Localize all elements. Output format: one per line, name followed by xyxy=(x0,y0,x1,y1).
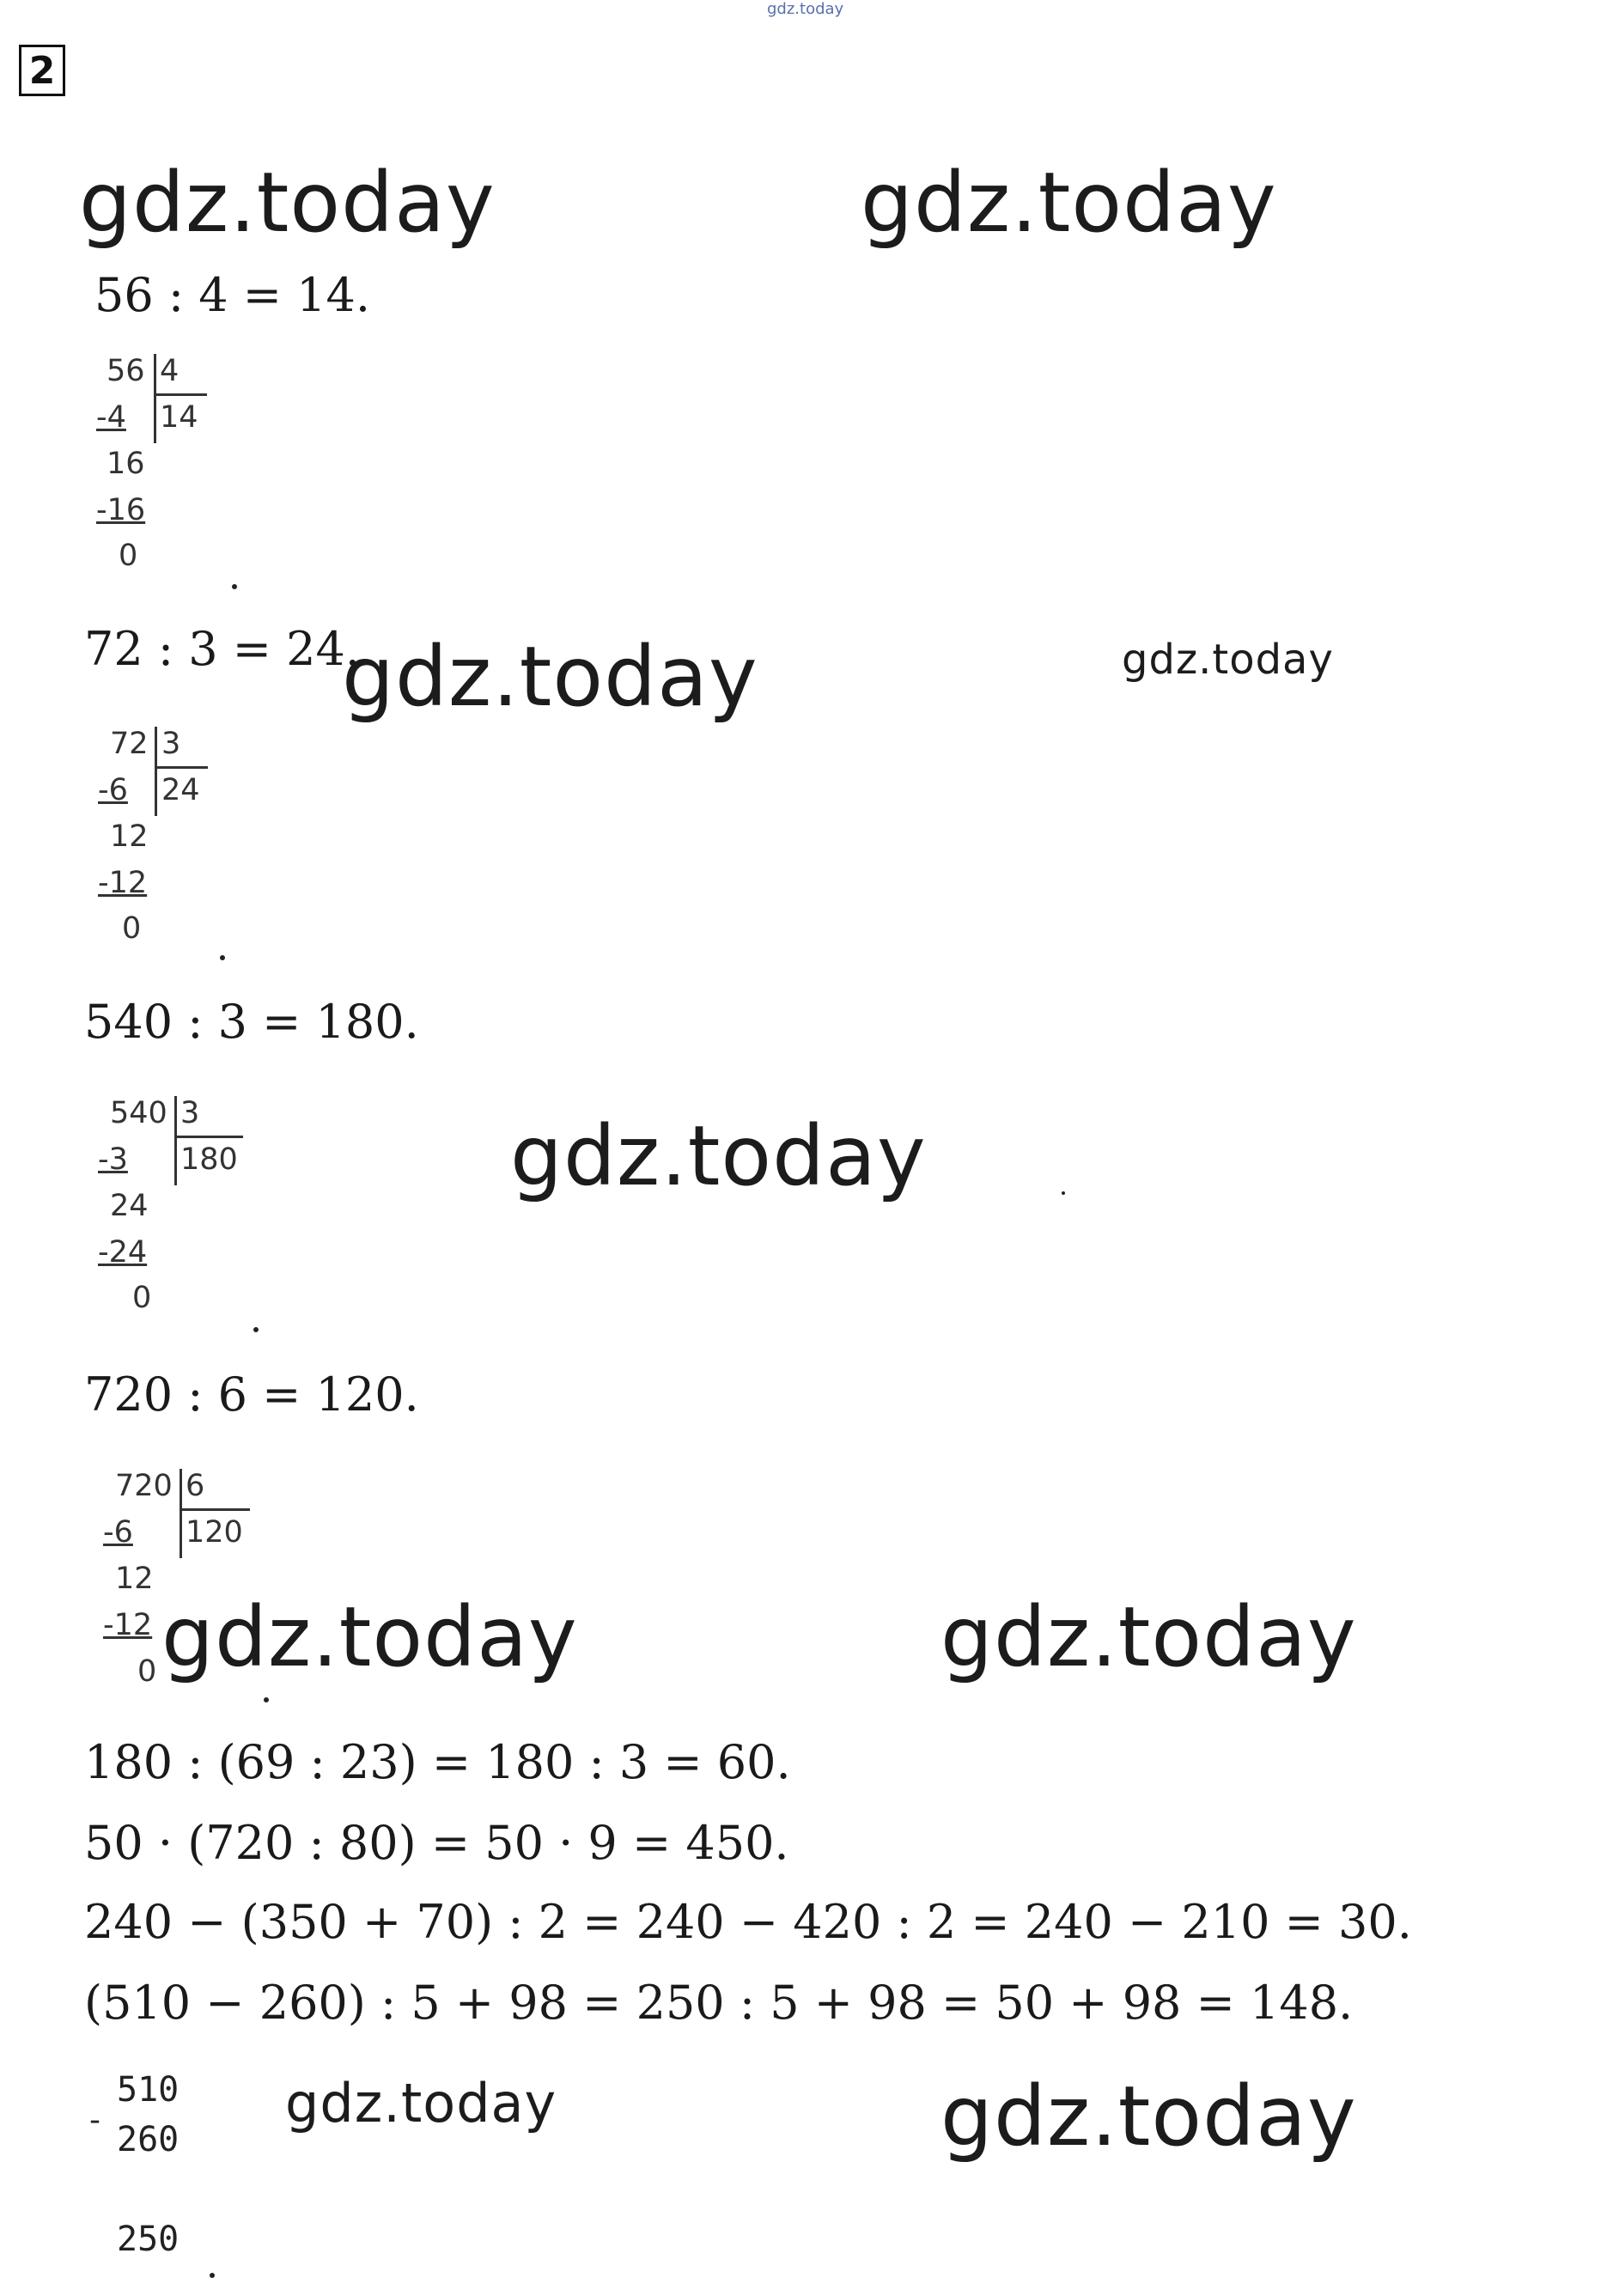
task-number-box: 2 xyxy=(19,45,65,96)
period-dot xyxy=(220,955,225,960)
division-divisor: 4 xyxy=(160,354,180,388)
equation: 56 : 4 = 14. xyxy=(94,268,371,322)
subtraction-minuend: 510 xyxy=(117,2070,180,2110)
division-quotient: 14 xyxy=(160,400,198,435)
division-subtrahend: -24 xyxy=(98,1235,148,1270)
division-quotient: 120 xyxy=(186,1515,243,1550)
watermark: gdz.today xyxy=(940,2068,1357,2165)
equation: 50 · (720 : 80) = 50 · 9 = 450. xyxy=(84,1816,789,1870)
division-subtrahend: -6 xyxy=(103,1515,133,1550)
division-bar-vertical xyxy=(155,727,157,816)
watermark: gdz.today xyxy=(342,629,758,725)
header-watermark: gdz.today xyxy=(767,0,844,18)
division-bar-horizontal xyxy=(174,1136,243,1138)
division-divisor: 3 xyxy=(180,1096,200,1130)
division-remainder: 0 xyxy=(122,911,142,946)
division-remainder: 0 xyxy=(137,1654,157,1689)
division-bar-vertical xyxy=(180,1469,182,1558)
watermark: gdz.today xyxy=(161,1589,578,1685)
equation: (510 − 260) : 5 + 98 = 250 : 5 + 98 = 50 + 98 = 148. xyxy=(84,1976,1354,2030)
equation: 72 : 3 = 24. xyxy=(84,622,361,676)
watermark: gdz.today xyxy=(1122,636,1334,684)
watermark: gdz.today xyxy=(940,1589,1357,1685)
equation: 540 : 3 = 180. xyxy=(84,995,419,1049)
equation: 720 : 6 = 120. xyxy=(84,1367,419,1422)
division-quotient: 180 xyxy=(180,1142,238,1177)
division-subtrahend: -12 xyxy=(103,1608,153,1642)
division-remainder: 16 xyxy=(107,447,145,481)
stray-mark xyxy=(1062,1191,1065,1195)
division-subtrahend: -3 xyxy=(98,1142,128,1177)
watermark: gdz.today xyxy=(285,2072,557,2135)
division-subtrahend: -6 xyxy=(98,773,128,807)
division-bar-vertical xyxy=(154,354,156,443)
division-divisor: 3 xyxy=(161,727,181,761)
period-dot xyxy=(210,2273,215,2278)
division-remainder: 24 xyxy=(110,1189,149,1223)
division-bar-vertical xyxy=(174,1096,177,1185)
division-dividend: 72 xyxy=(110,727,149,761)
division-bar-horizontal xyxy=(154,393,207,396)
division-remainder: 12 xyxy=(110,819,149,854)
division-divisor: 6 xyxy=(186,1469,205,1503)
subtraction-subtrahend: 260 xyxy=(117,2120,180,2159)
subtraction-sign: - xyxy=(89,2103,100,2138)
period-dot xyxy=(232,584,237,589)
equation: 180 : (69 : 23) = 180 : 3 = 60. xyxy=(84,1735,791,1789)
division-bar-horizontal xyxy=(180,1508,250,1511)
division-subtrahend: -16 xyxy=(96,493,146,527)
watermark: gdz.today xyxy=(79,155,496,251)
division-subtrahend: -12 xyxy=(98,866,148,900)
division-dividend: 56 xyxy=(107,354,145,388)
division-remainder: 12 xyxy=(115,1562,154,1596)
division-quotient: 24 xyxy=(161,773,200,807)
division-dividend: 720 xyxy=(115,1469,173,1503)
period-dot xyxy=(264,1697,269,1702)
division-remainder: 0 xyxy=(132,1281,152,1315)
period-dot xyxy=(253,1327,259,1332)
subtraction-result: 250 xyxy=(117,2220,180,2259)
watermark: gdz.today xyxy=(861,155,1277,251)
division-bar-horizontal xyxy=(155,766,208,769)
division-subtrahend: -4 xyxy=(96,400,126,435)
division-dividend: 540 xyxy=(110,1096,167,1130)
division-remainder: 0 xyxy=(119,539,138,573)
watermark: gdz.today xyxy=(510,1108,927,1204)
equation: 240 − (350 + 70) : 2 = 240 − 420 : 2 = 240 − 210 = 30. xyxy=(84,1895,1412,1949)
